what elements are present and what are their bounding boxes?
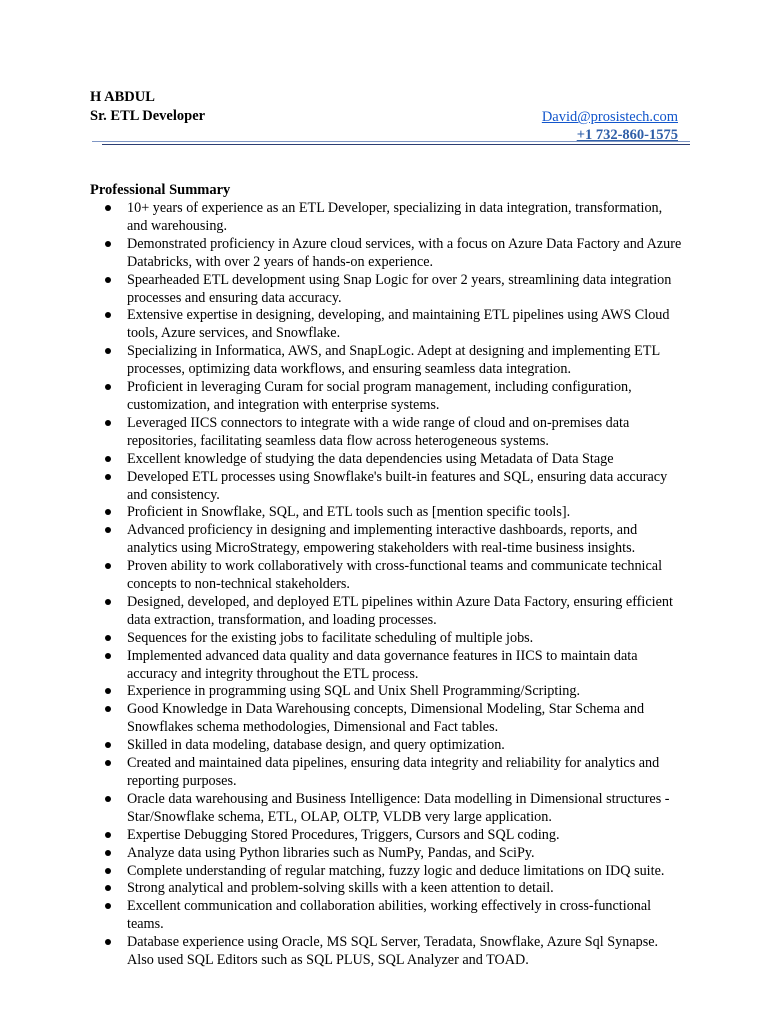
list-item-text: 10+ years of experience as an ETL Developer, specializing in data integration, transformation, and warehousing.: [127, 200, 663, 234]
bullet-icon: [105, 868, 111, 874]
list-item: [90, 737, 685, 755]
bullet-icon: [105, 742, 111, 748]
bullet-icon: [105, 688, 111, 694]
list-item: [90, 451, 685, 469]
list-item: [90, 630, 685, 648]
resume-header: [90, 88, 680, 143]
list-item: [90, 522, 685, 558]
summary-list: [90, 200, 685, 970]
list-item-text: Spearheaded ETL development using Snap Logic for over 2 years, streamlining data integration processes and ensuring data accuracy.: [127, 271, 672, 306]
bullet-icon: [105, 903, 111, 909]
email-link[interactable]: David@prosistech.com: [541, 109, 678, 125]
list-item-text: Analyze data using Python libraries such as NumPy, Pandas, and SciPy.: [127, 844, 535, 861]
bullet-icon: [105, 277, 111, 283]
list-item-text: Complete understanding of regular matching, fuzzy logic and deduce limitations on IDQ suite.: [127, 862, 665, 879]
bullet-icon: [105, 635, 111, 641]
bullet-icon: [105, 527, 111, 533]
bullet-icon: [105, 563, 111, 569]
bullet-icon: [105, 474, 111, 480]
candidate-name: H ABDUL: [90, 89, 155, 105]
bullet-icon: [105, 312, 111, 318]
bullet-icon: [105, 384, 111, 390]
list-item-text: Sequences for the existing jobs to facilitate scheduling of multiple jobs.: [127, 629, 534, 646]
list-item: [90, 594, 685, 630]
list-item: [90, 898, 685, 934]
list-item: [90, 200, 685, 236]
list-item-text: Extensive expertise in designing, developing, and maintaining ETL pipelines using AWS Cloud tools, Azure services, and Snowflake.: [127, 307, 670, 342]
list-item-text: Oracle data warehousing and Business Intelligence: Data modelling in Dimensional structures - Star/Snowflake schema, ETL, OLAP, OLTP, VLDB very large application.: [127, 790, 670, 825]
candidate-title: Sr. ETL Developer: [90, 108, 206, 124]
list-item: [90, 415, 685, 451]
list-item: [90, 236, 685, 272]
list-item: [90, 469, 685, 505]
list-item-text: Implemented advanced data quality and data governance features in IICS to maintain data accuracy and integrity throughout the ETL process.: [127, 647, 638, 682]
list-item: [90, 791, 685, 827]
list-item: [90, 845, 685, 863]
bullet-icon: [105, 796, 111, 802]
list-item: [90, 755, 685, 791]
list-item: [90, 880, 685, 898]
list-item-text: Strong analytical and problem-solving skills with a keen attention to detail.: [127, 880, 554, 897]
bullet-icon: [105, 832, 111, 838]
list-item-text: Expertise Debugging Stored Procedures, Triggers, Cursors and SQL coding.: [127, 826, 560, 843]
list-item: [90, 863, 685, 881]
bullet-icon: [105, 420, 111, 426]
section-heading: Professional Summary: [90, 182, 231, 198]
bullet-icon: [105, 599, 111, 605]
bullet-icon: [105, 456, 111, 462]
list-item: [90, 307, 685, 343]
list-item-text: Leveraged IICS connectors to integrate with a wide range of cloud and on-premises data repositories, facilitating seamless data flow across heterogeneous systems.: [127, 414, 630, 449]
list-item-text: Database experience using Oracle, MS SQL Server, Teradata, Snowflake, Azure Sql Synapse. Also used SQL Editors such as SQL PLUS, SQL Analyzer and TOAD.: [127, 934, 659, 969]
bullet-icon: [105, 241, 111, 247]
list-item-text: Excellent knowledge of studying the data dependencies using Metadata of Data Stage: [127, 450, 614, 467]
list-item-text: Excellent communication and collaboration abilities, working effectively in cross-functional teams.: [127, 898, 652, 933]
list-item-text: Specializing in Informatica, AWS, and SnapLogic. Adept at designing and implementing ETL processes, optimizing data workflows, and ensuring seamless data integration.: [127, 343, 660, 378]
list-item-text: Proficient in leveraging Curam for social program management, including configuration, customization, and integration with enterprise systems.: [127, 379, 632, 413]
list-item-text: Proven ability to work collaboratively with cross-functional teams and communicate technical concepts to non-technical stakeholders.: [127, 558, 663, 593]
header-divider-thin: [92, 141, 690, 142]
bullet-icon: [105, 706, 111, 712]
bullet-icon: [105, 653, 111, 659]
bullet-icon: [105, 760, 111, 766]
bullet-icon: [105, 939, 111, 945]
bullet-icon: [105, 885, 111, 891]
list-item: [90, 683, 685, 701]
professional-summary-section: [90, 181, 685, 970]
list-item: [90, 343, 685, 379]
bullet-icon: [105, 509, 111, 515]
list-item: [90, 558, 685, 594]
list-item: [90, 827, 685, 845]
list-item: [90, 379, 685, 415]
list-item-text: Experience in programming using SQL and Unix Shell Programming/Scripting.: [127, 683, 581, 700]
list-item-text: Advanced proficiency in designing and implementing interactive dashboards, reports, and analytics using MicroStrategy, empowering stakeholders with real-time business insights.: [127, 522, 638, 557]
list-item: [90, 701, 685, 737]
contact-block: [542, 108, 678, 144]
list-item-text: Created and maintained data pipelines, ensuring data integrity and reliability for analytics and reporting purposes.: [127, 755, 660, 789]
phone-number: +1 732-860-1575: [576, 127, 678, 143]
list-item-text: Designed, developed, and deployed ETL pipelines within Azure Data Factory, ensuring efficient data extraction, transformation, and loading processes.: [127, 593, 673, 628]
list-item-text: Developed ETL processes using Snowflake's built-in features and SQL, ensuring data accuracy and consistency.: [127, 468, 668, 503]
list-item-text: Good Knowledge in Data Warehousing concepts, Dimensional Modeling, Star Schema and Snowflakes schema methodologies, Dimensional and Fact tables.: [127, 701, 645, 736]
list-item-text: Skilled in data modeling, database design, and query optimization.: [127, 737, 505, 754]
bullet-icon: [105, 850, 111, 856]
list-item-text: Proficient in Snowflake, SQL, and ETL tools such as [mention specific tools].: [127, 504, 571, 521]
list-item-text: Demonstrated proficiency in Azure cloud services, with a focus on Azure Data Factory and Azure Databricks, with over 2 years of hands-on experience.: [127, 235, 682, 270]
list-item: [90, 504, 685, 522]
bullet-icon: [105, 348, 111, 354]
list-item: [90, 648, 685, 684]
list-item: [90, 934, 685, 970]
bullet-icon: [105, 205, 111, 211]
header-divider-thick: [102, 144, 690, 145]
list-item: [90, 272, 685, 308]
